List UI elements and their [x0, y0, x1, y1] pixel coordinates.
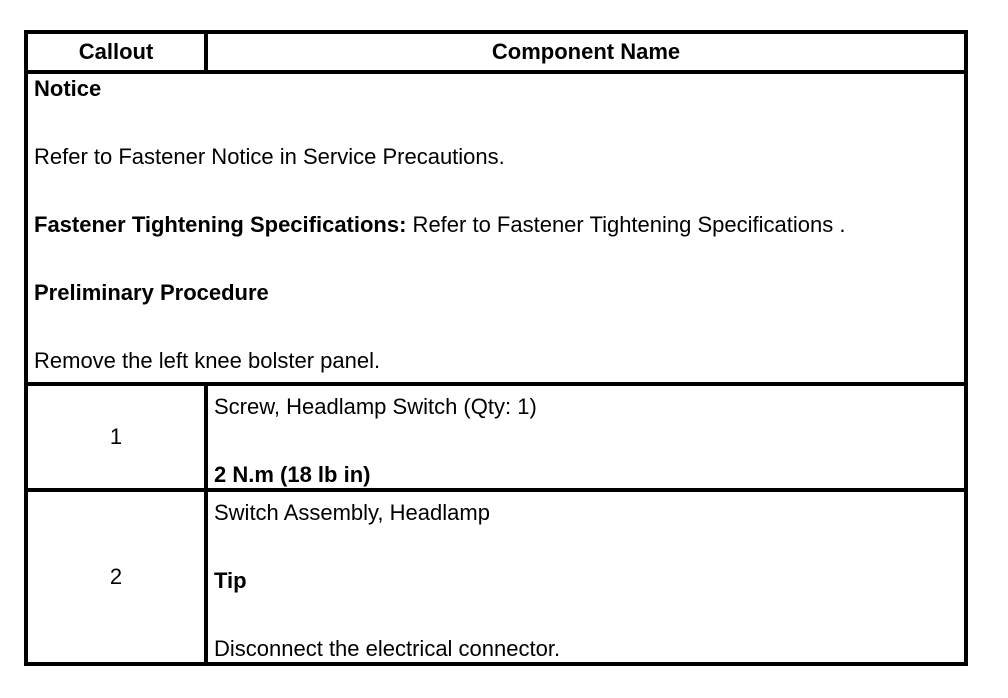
preliminary-procedure-text: Remove the left knee bolster panel. [34, 348, 381, 373]
notice-title: Notice [34, 76, 102, 101]
fastener-spec-text: Refer to Fastener Tightening Specifications . [406, 212, 846, 237]
callout-cell: 1 [26, 384, 206, 490]
component-name: Switch Assembly, Headlamp [214, 500, 490, 525]
component-name-header: Component Name [206, 32, 966, 72]
callout-cell: 2 [26, 490, 206, 664]
notice-row [26, 72, 966, 384]
component-name: Screw, Headlamp Switch (Qty: 1) [214, 394, 537, 419]
component-cell [206, 490, 966, 664]
component-cell [206, 384, 966, 490]
component-table [24, 30, 968, 666]
preliminary-procedure-title: Preliminary Procedure [34, 280, 269, 305]
table-row [26, 490, 966, 664]
notice-text: Refer to Fastener Notice in Service Precautions. [34, 144, 505, 169]
table-header-row [26, 32, 966, 72]
fastener-spec-line [34, 210, 958, 278]
torque-spec: 2 N.m (18 lb in) [214, 462, 371, 487]
table-row [26, 384, 966, 490]
notice-cell [26, 72, 966, 384]
tip-title: Tip [214, 568, 247, 593]
callout-header: Callout [26, 32, 206, 72]
fastener-spec-label: Fastener Tightening Specifications: [34, 212, 407, 237]
tip-text: Disconnect the electrical connector. [214, 636, 561, 661]
